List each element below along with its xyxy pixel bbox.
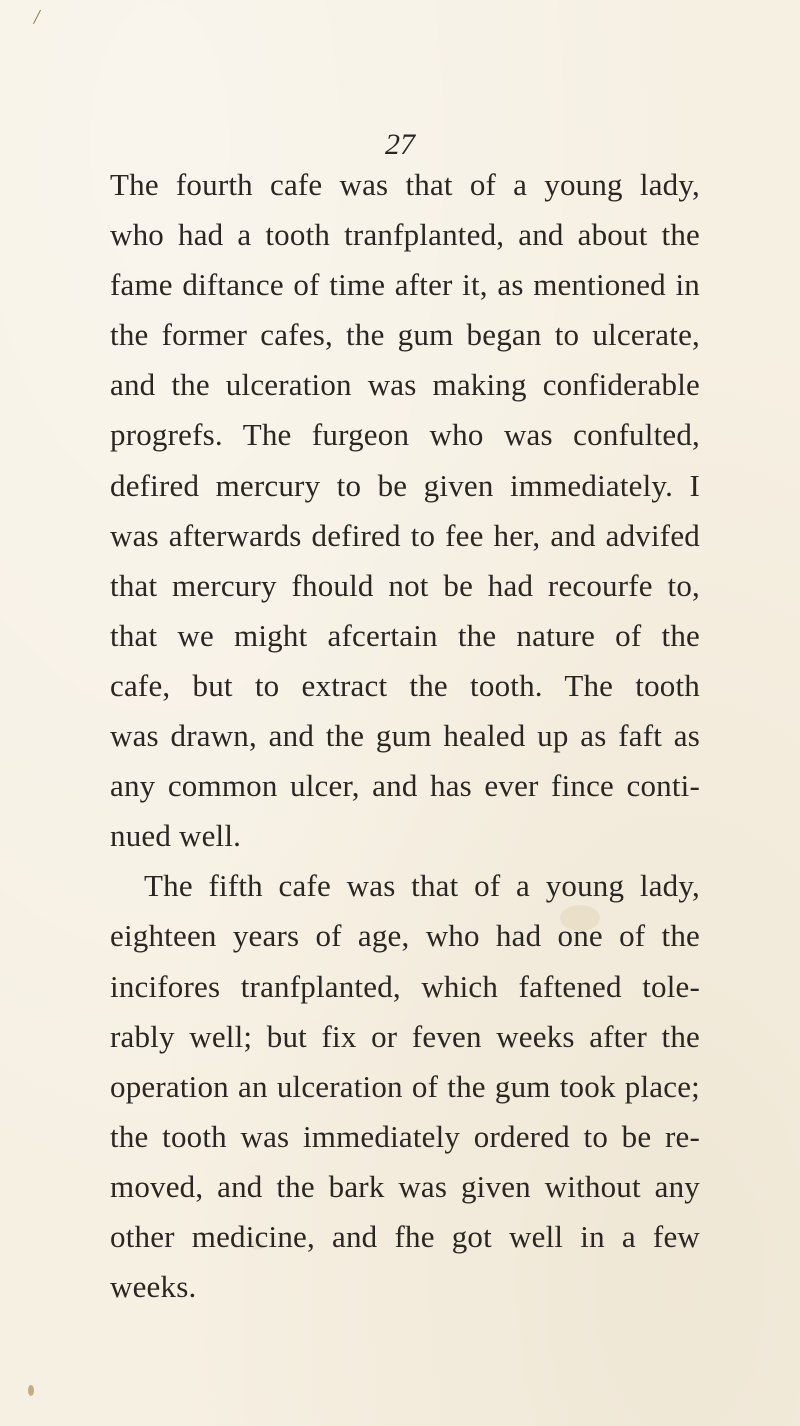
text-line: rably well; but fix or feven weeks after the [110, 1018, 700, 1054]
corner-pencil-mark: / [32, 3, 42, 30]
body-text [110, 160, 700, 1312]
ink-spot [28, 1385, 34, 1396]
text-line: was drawn, and the gum healed up as faft as [110, 718, 700, 754]
text-line: eighteen years of age, who had one of the [110, 918, 700, 954]
text-line: moved, and the bark was given without any [110, 1168, 700, 1204]
text-line: The fourth cafe was that of a young lady, [110, 167, 700, 202]
text-line: operation an ulceration of the gum took place; [110, 1068, 700, 1104]
text-line: the former cafes, the gum began to ulcerate, [110, 317, 700, 353]
text-line: nued well. [110, 818, 242, 854]
text-line: and the ulceration was making confiderable [110, 367, 700, 403]
text-line: other medicine, and fhe got well in a few [110, 1218, 700, 1254]
page-number: 27 [385, 128, 415, 161]
text-line: progrefs. The furgeon who was confulted, [110, 417, 700, 453]
text-line: that mercury fhould not be had recourfe to, [110, 567, 700, 603]
text-line: who had a tooth tranfplanted, and about the [110, 217, 700, 253]
text-line: fame diftance of time after it, as mentioned in [110, 267, 700, 303]
text-line: cafe, but to extract the tooth. The tooth [110, 667, 700, 703]
text-line: any common ulcer, and has ever fince conti- [110, 768, 700, 804]
text-line: defired mercury to be given immediately. I [110, 467, 700, 503]
text-line: incifores tranfplanted, which faftened tole- [110, 968, 700, 1004]
text-line: was afterwards defired to fee her, and advifed [110, 517, 700, 553]
text-line: the tooth was immediately ordered to be re- [110, 1118, 700, 1154]
text-line: The fifth cafe was that of a young lady, [144, 868, 700, 904]
text-line: that we might afcertain the nature of the [110, 617, 700, 653]
text-line: weeks. [110, 1269, 197, 1305]
